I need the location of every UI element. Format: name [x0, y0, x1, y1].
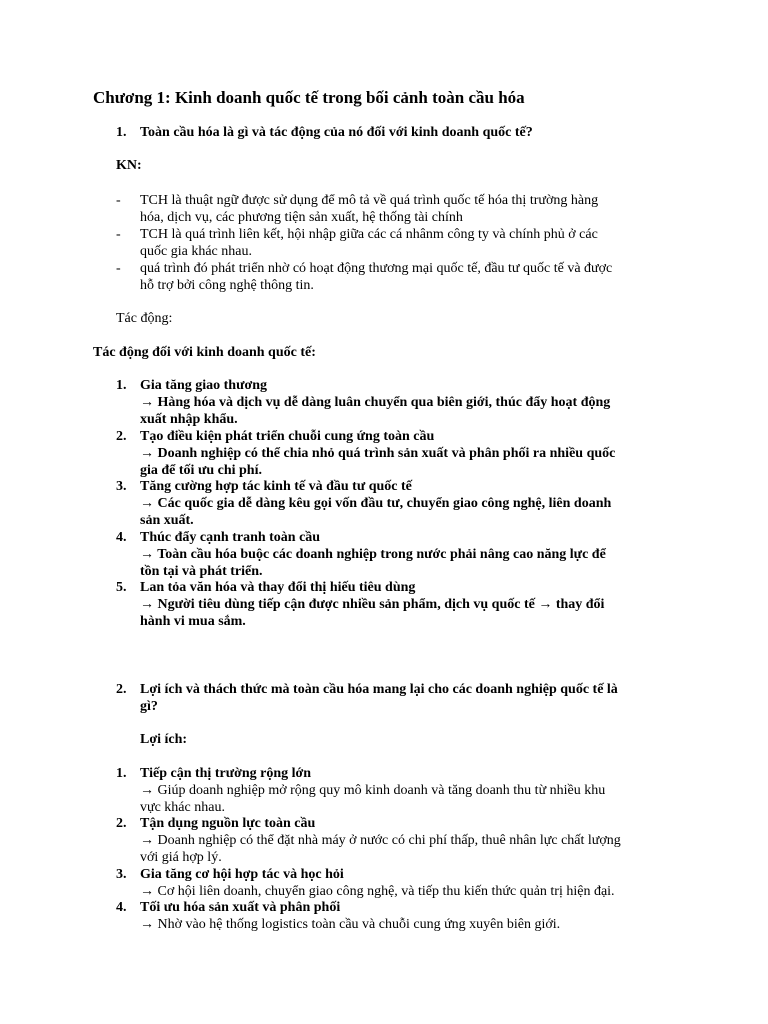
- benefit-title: Tận dụng nguồn lực toàn cầu: [140, 816, 316, 831]
- impact-title: Tăng cường hợp tác kinh tế và đầu tư quốc tế: [140, 479, 412, 494]
- bullet-dash: -: [116, 193, 121, 208]
- bullet-line: hóa, dịch vụ, các phương tiện sản xuất, hệ thống tài chính: [140, 210, 463, 225]
- q2-number: 2.: [116, 682, 127, 697]
- benefit-number: 1.: [116, 766, 127, 781]
- bullet-dash: -: [116, 261, 121, 276]
- benefits-label: Lợi ích:: [140, 732, 188, 747]
- q1-number: 1.: [116, 125, 127, 140]
- page-title: Chương 1: Kinh doanh quốc tế trong bối cảnh toàn cầu hóa: [93, 88, 525, 107]
- benefit-number: 3.: [116, 867, 127, 882]
- impact-detail: sản xuất.: [140, 513, 194, 528]
- impact-title: Thúc đẩy cạnh tranh toàn cầu: [140, 530, 321, 545]
- impact-detail: hành vi mua sắm.: [140, 614, 246, 629]
- benefit-number: 4.: [116, 900, 127, 915]
- impact-detail: gia để tối ưu chi phí.: [140, 463, 262, 478]
- q2-question: Lợi ích và thách thức mà toàn cầu hóa mang lại cho các doanh nghiệp quốc tế là: [140, 682, 618, 697]
- impact-detail: → Hàng hóa và dịch vụ dễ dàng luân chuyển qua biên giới, thúc đẩy hoạt động: [140, 395, 611, 410]
- benefit-detail: → Cơ hội liên doanh, chuyển giao công nghệ, và tiếp thu kiến thức quản trị hiện đại.: [140, 884, 615, 899]
- impact-title: Gia tăng giao thương: [140, 378, 268, 393]
- tacdong-label: Tác động:: [116, 311, 173, 326]
- impact-number: 1.: [116, 378, 127, 393]
- impact-title: Tạo điều kiện phát triển chuỗi cung ứng toàn cầu: [140, 429, 435, 444]
- bullet-line: quốc gia khác nhau.: [140, 244, 252, 259]
- impact-detail: → Các quốc gia dễ dàng kêu gọi vốn đầu tư, chuyển giao công nghệ, liên doanh: [140, 496, 612, 511]
- bullet-line: hỗ trợ bởi công nghệ thông tin.: [140, 278, 314, 293]
- impact-detail: xuất nhập khẩu.: [140, 412, 238, 427]
- impact-detail: → Doanh nghiệp có thể chia nhỏ quá trình sản xuất và phân phối ra nhiều quốc: [140, 446, 616, 461]
- impact-detail: → Người tiêu dùng tiếp cận được nhiều sản phẩm, dịch vụ quốc tế → thay đổi: [140, 597, 605, 612]
- benefit-title: Tiếp cận thị trường rộng lớn: [140, 766, 312, 781]
- benefit-detail: → Doanh nghiệp có thể đặt nhà máy ở nước có chi phí thấp, thuê nhân lực chất lượng: [140, 833, 621, 848]
- bullet-dash: -: [116, 227, 121, 242]
- benefit-detail: → Nhờ vào hệ thống logistics toàn cầu và chuỗi cung ứng xuyên biên giới.: [140, 917, 561, 932]
- impact-number: 4.: [116, 530, 127, 545]
- impact-number: 3.: [116, 479, 127, 494]
- benefit-title: Gia tăng cơ hội hợp tác và học hỏi: [140, 867, 344, 882]
- q2-question: gì?: [140, 699, 158, 714]
- bullet-line: TCH là quá trình liên kết, hội nhập giữa các cá nhânm công ty và chính phủ ở các: [140, 227, 598, 242]
- benefit-number: 2.: [116, 816, 127, 831]
- impact-title: Lan tỏa văn hóa và thay đổi thị hiếu tiêu dùng: [140, 580, 416, 595]
- benefit-detail: với giá hợp lý.: [140, 850, 222, 865]
- impact-heading: Tác động đối với kinh doanh quốc tế:: [93, 345, 316, 360]
- impact-detail: → Toàn cầu hóa buộc các doanh nghiệp trong nước phải nâng cao năng lực để: [140, 547, 606, 562]
- kn-label: KN:: [116, 158, 142, 173]
- impact-number: 2.: [116, 429, 127, 444]
- q1-question: Toàn cầu hóa là gì và tác động của nó đối với kinh doanh quốc tế?: [140, 125, 533, 140]
- bullet-line: TCH là thuật ngữ được sử dụng để mô tả về quá trình quốc tế hóa thị trường hàng: [140, 193, 599, 208]
- benefit-title: Tối ưu hóa sản xuất và phân phối: [140, 900, 341, 915]
- benefit-detail: → Giúp doanh nghiệp mở rộng quy mô kinh doanh và tăng doanh thu từ nhiều khu: [140, 783, 606, 798]
- impact-number: 5.: [116, 580, 127, 595]
- bullet-line: quá trình đó phát triển nhờ có hoạt động thương mại quốc tế, đầu tư quốc tế và được: [140, 261, 613, 276]
- benefit-detail: vực khác nhau.: [140, 800, 225, 815]
- impact-detail: tồn tại và phát triển.: [140, 564, 263, 579]
